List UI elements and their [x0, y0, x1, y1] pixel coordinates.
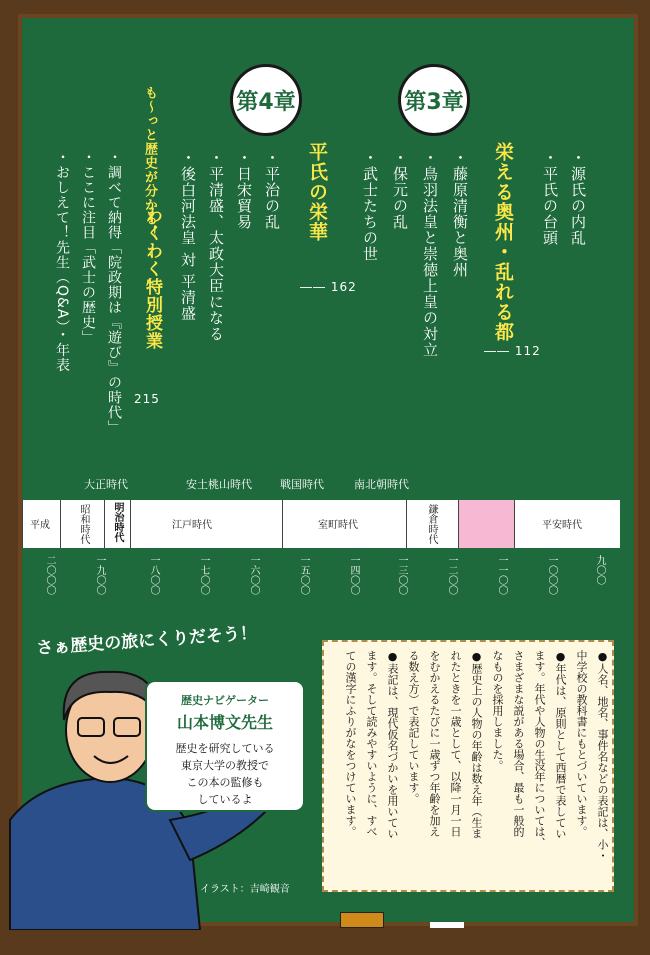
ch3-item-2: ・平氏の台頭 [541, 150, 559, 246]
navigator-line-3: この本の監修も [186, 776, 264, 789]
journey-title: さぁ歴史の旅にくりだそう！ [35, 623, 258, 659]
ch3-item-5: ・保元の乱 [391, 150, 409, 230]
year-1000: 一〇〇〇 [546, 555, 557, 595]
chapter3-badge: 第3章 [398, 64, 470, 136]
special-item-2: ・ここに注目「武士の歴史」 [80, 150, 96, 345]
note-line-10: る数え方）で表記しています。 [407, 650, 420, 804]
era-sengoku: 戦国時代 [280, 478, 324, 491]
navigator-line-4: しているよ [197, 793, 253, 806]
special-title: わくわく特別授業 [142, 206, 162, 350]
ch4-item-1: ・平治の乱 [263, 150, 281, 230]
year-1300: 一三〇〇 [396, 555, 407, 595]
chalk-eraser [340, 912, 384, 928]
illustration-credit: イラスト：吉崎観音 [200, 884, 290, 895]
era-showa: 昭和時代 [78, 504, 89, 544]
note-line-5: さまざまな説がある場合、最も一般的 [512, 650, 525, 837]
era-kamakura: 鎌倉時代 [426, 504, 437, 544]
ch4-title: 平氏の栄華 [306, 142, 328, 242]
year-900: 九〇〇 [594, 555, 605, 585]
special-subtitle: も〜っと歴史が分かる！ [142, 86, 157, 240]
era-meiji: 明治時代 [112, 502, 123, 542]
note-line-3: ●年代は、原則として西暦で表してい [554, 650, 567, 839]
note-line-2: 中学校の教科書にもとづいています。 [575, 650, 588, 837]
ch3-item-3: ・藤原清衡と奥州 [451, 150, 469, 278]
year-2000: 二〇〇〇 [44, 555, 55, 595]
ch3-page-number: 112 [514, 344, 541, 358]
ch4-item-3: ・平清盛、太政大臣になる [207, 150, 225, 342]
ch4-item-2: ・日宋貿易 [235, 150, 253, 230]
notes-box [322, 640, 614, 892]
navigator-role: 歴史ナビゲーター [181, 694, 269, 707]
navigator-bubble [145, 680, 305, 812]
note-line-6: なものを採用しました。 [491, 650, 504, 771]
navigator-line-1: 歴史を研究している [175, 742, 275, 755]
ch3-item-6: ・武士たちの世 [361, 150, 379, 262]
era-heian: 平安時代 [542, 520, 582, 531]
era-nanbokucho: 南北朝時代 [354, 478, 409, 491]
note-line-13: ての漢字にふりがなをつけています。 [344, 650, 357, 837]
era-edo: 江戸時代 [172, 520, 212, 531]
year-1100: 一一〇〇 [496, 555, 507, 595]
ch3-title: 栄える奥州・乱れる都 [492, 142, 514, 342]
ch4-page-number: 162 [330, 280, 357, 294]
note-line-12: ます。そして読みやすいように、すべ [365, 650, 378, 837]
ch4-item-4: ・後白河法皇 対 平清盛 [179, 150, 197, 322]
special-item-3: ・おしえて！先生（Q&A）・年表 [54, 150, 70, 373]
ch3-item-4: ・鳥羽法皇と崇徳上皇の対立 [421, 150, 439, 358]
timeline-bar [22, 500, 620, 548]
year-1700: 一七〇〇 [198, 555, 209, 595]
ch3-page: ―― 112 [484, 344, 541, 358]
navigator-line-2: 東京大学の教授で [181, 759, 269, 772]
era-taisho: 大正時代 [84, 478, 128, 491]
special-page: 215 [134, 392, 160, 406]
era-azuchi-momoyama: 安土桃山時代 [186, 478, 252, 491]
chalk-stick [430, 922, 464, 928]
cell-blank [458, 500, 514, 548]
navigator-name: 山本博文先生 [176, 713, 273, 732]
year-1200: 一二〇〇 [446, 555, 457, 595]
chapter4-badge: 第4章 [230, 64, 302, 136]
year-1400: 一四〇〇 [348, 555, 359, 595]
year-1800: 一八〇〇 [148, 555, 159, 595]
note-line-7: ●歴史上の人物の年齢は数え年（生ま [470, 650, 483, 839]
era-heisei: 平成 [30, 520, 50, 531]
ch3-item-1: ・源氏の内乱 [569, 150, 587, 246]
note-line-1: ●人名、地名、事件名などの表記は、小・ [596, 650, 609, 861]
note-line-9: をむかえるたびに一歳ずつ年齢を加え [428, 650, 441, 837]
era-muromachi: 室町時代 [318, 520, 358, 531]
note-line-8: れたときを一歳として、以降一月一日 [449, 650, 462, 837]
year-1600: 一六〇〇 [248, 555, 259, 595]
year-1900: 一九〇〇 [94, 555, 105, 595]
special-item-1: ・調べて納得「院政期は『遊び』の時代」 [106, 150, 122, 435]
note-line-4: ます。年代や人物の生没年については、 [533, 650, 546, 848]
year-1500: 一五〇〇 [298, 555, 309, 595]
ch4-page: ―― 162 [300, 280, 357, 294]
note-line-11: ●表記は、現代仮名づかいを用いてい [386, 650, 399, 839]
